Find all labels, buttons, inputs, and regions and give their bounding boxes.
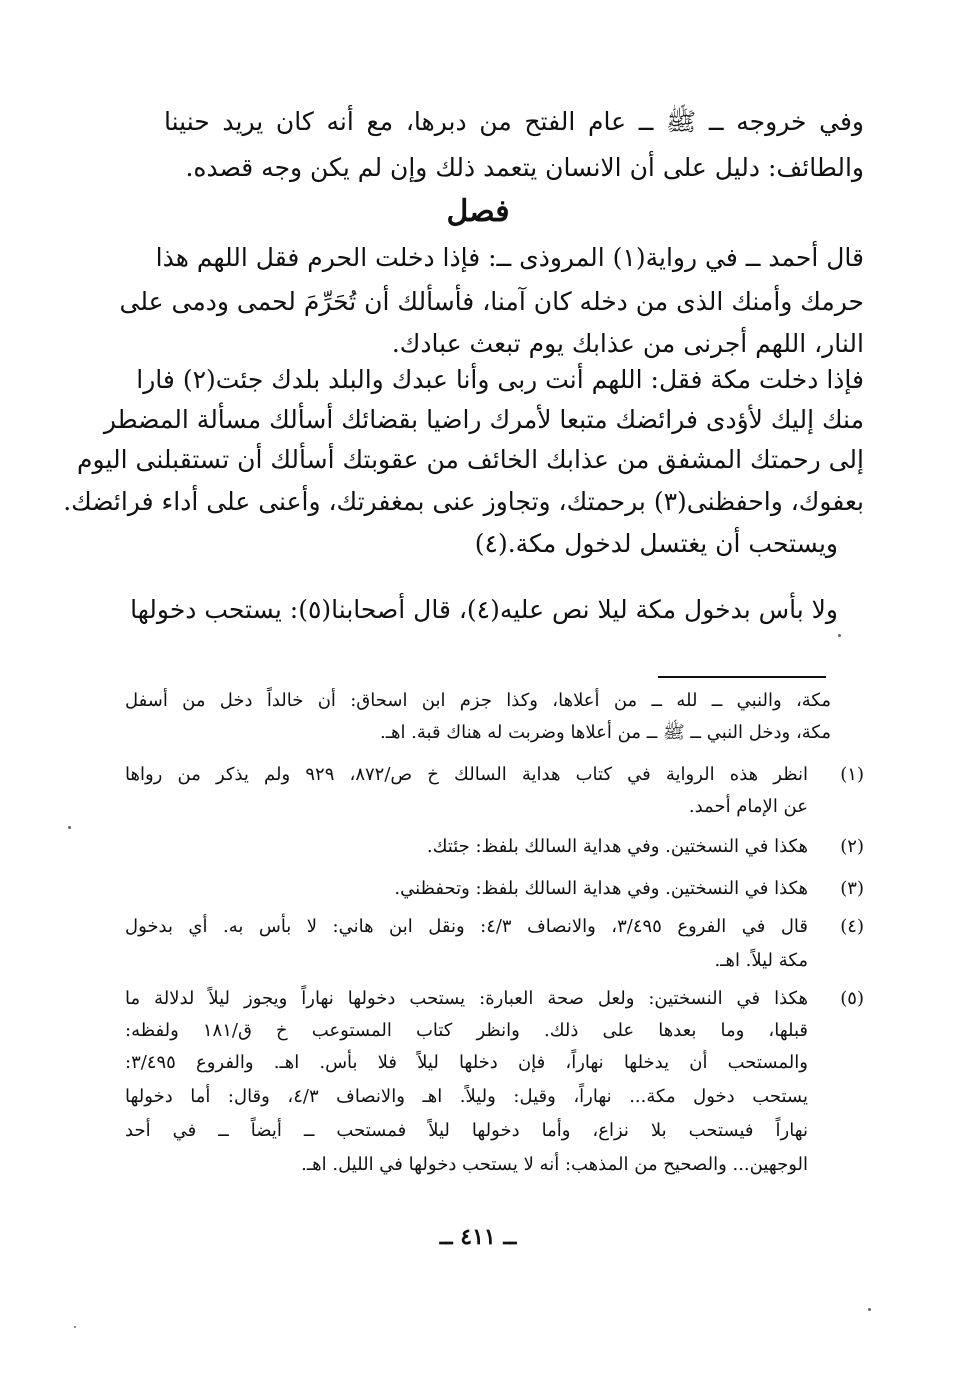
body-line: منك إليك لأؤدى فرائضك متبعا لأمرك راضيا بقضائك أسألك مسألة المضطر [103, 405, 864, 434]
footnote-line: مكة ليلاً. اهـ. [714, 950, 808, 971]
scan-speck [868, 1308, 871, 1311]
footnote-line: مكة، ودخل النبي ــ ﷺ ــ من أعلاها وضربت له هناك قبة. اهـ. [379, 722, 831, 743]
footnote-line: هكذا في النسختين: ولعل صحة العبارة: يستحب دخولها نهاراً ويجوز ليلاً لدلالة ما [125, 988, 808, 1009]
footnote-line: الوجهين... والصحيح من المذهب: أنه لا يستحب دخولها في الليل. اهـ. [301, 1154, 808, 1175]
footnote-number: (٤) [840, 916, 864, 937]
body-line: بعفوك، واحفظنى(٣) برحمتك، وتجاوز عنى بمغفرتك، وأعنى على أداء فرائضك. [63, 487, 864, 516]
footnote-line: مكة، والنبي ــ لله ــ من أعلاها، وكذا جزم ابن اسحاق: أن خالداً دخل من أسفل [125, 690, 831, 711]
footnote-number: (٥) [840, 988, 864, 1009]
footnote-number: (٣) [840, 878, 864, 899]
footnote-line: يستحب دخول مكة... نهاراً، وقيل: وليلاً. اهـ والانصاف ٤/٣، وقال: أما دخولها [125, 1086, 808, 1107]
body-line: وفي خروجه ــ ﷺ ــ عام الفتح من دبرها، مع أنه كان يريد حنينا [164, 107, 864, 136]
body-line: ويستحب أن يغتسل لدخول مكة.(٤) [474, 529, 838, 558]
scan-speck [68, 826, 71, 829]
body-line: ولا بأس بدخول مكة ليلا نص عليه(٤)، قال أصحابنا(٥): يستحب دخولها [130, 595, 838, 624]
body-line: حرمك وأمنك الذى من دخله كان آمنا، فأسألك أن تُحَرِّمَ لحمى ودمى على [119, 287, 864, 316]
footnote-separator [658, 676, 826, 678]
body-line: النار، اللهم أجرنى من عذابك يوم تبعث عبادك. [391, 329, 864, 358]
footnote-number: (١) [840, 764, 864, 785]
body-line: إلى رحمتك المشفق من عذابك الخائف من عقوبتك أسألك أن تستقبلنى اليوم [77, 445, 864, 474]
footnote-line: قبلها، وما بعدها على ذلك. وانظر كتاب المستوعب خ ق/١٨١ ولفظه: [125, 1020, 809, 1041]
footnote-line: نهاراً فيستحب بلا نزاع، وأما دخولها ليلاً فمستحب ــ أيضاً ــ في أحد [125, 1120, 808, 1141]
footnote-line: هكذا في النسختين. وفي هداية السالك بلفظ: وتحفظني. [394, 878, 808, 899]
footnote-line: قال في الفروع ٣/٤٩٥، والانصاف ٤/٣: ونقل ابن هاني: لا بأس به. أي بدخول [125, 916, 808, 937]
scan-speck [838, 634, 841, 637]
footnote-line: عن الإمام أحمد. [688, 796, 808, 817]
footnote-line: انظر هذه الرواية في كتاب هداية السالك خ ص/٨٧٢، ٩٢٩ ولم يذكر من رواها [125, 764, 809, 785]
body-line: والطائف: دليل على أن الانسان يتعمد ذلك وإن لم يكن وجه قصده. [185, 153, 864, 182]
page-number: ــ ٤١١ ــ [439, 1224, 517, 1250]
footnote-line: هكذا في النسختين. وفي هداية السالك بلفظ: جئتك. [426, 836, 808, 857]
body-line: قال أحمد ــ في رواية(١) المروذى ــ: فإذا دخلت الحرم فقل اللهم هذا [155, 243, 864, 272]
body-line: فإذا دخلت مكة فقل: اللهم أنت ربى وأنا عبدك والبلد بلدك جئت(٢) فارا [136, 365, 864, 394]
section-heading: فصل [446, 194, 510, 229]
scan-speck [74, 1326, 76, 1328]
footnote-number: (٢) [840, 836, 864, 857]
footnote-line: والمستحب أن يدخلها نهاراً، فإن دخلها ليلاً فلا بأس. اهـ. والفروع ٣/٤٩٥: [125, 1052, 808, 1073]
